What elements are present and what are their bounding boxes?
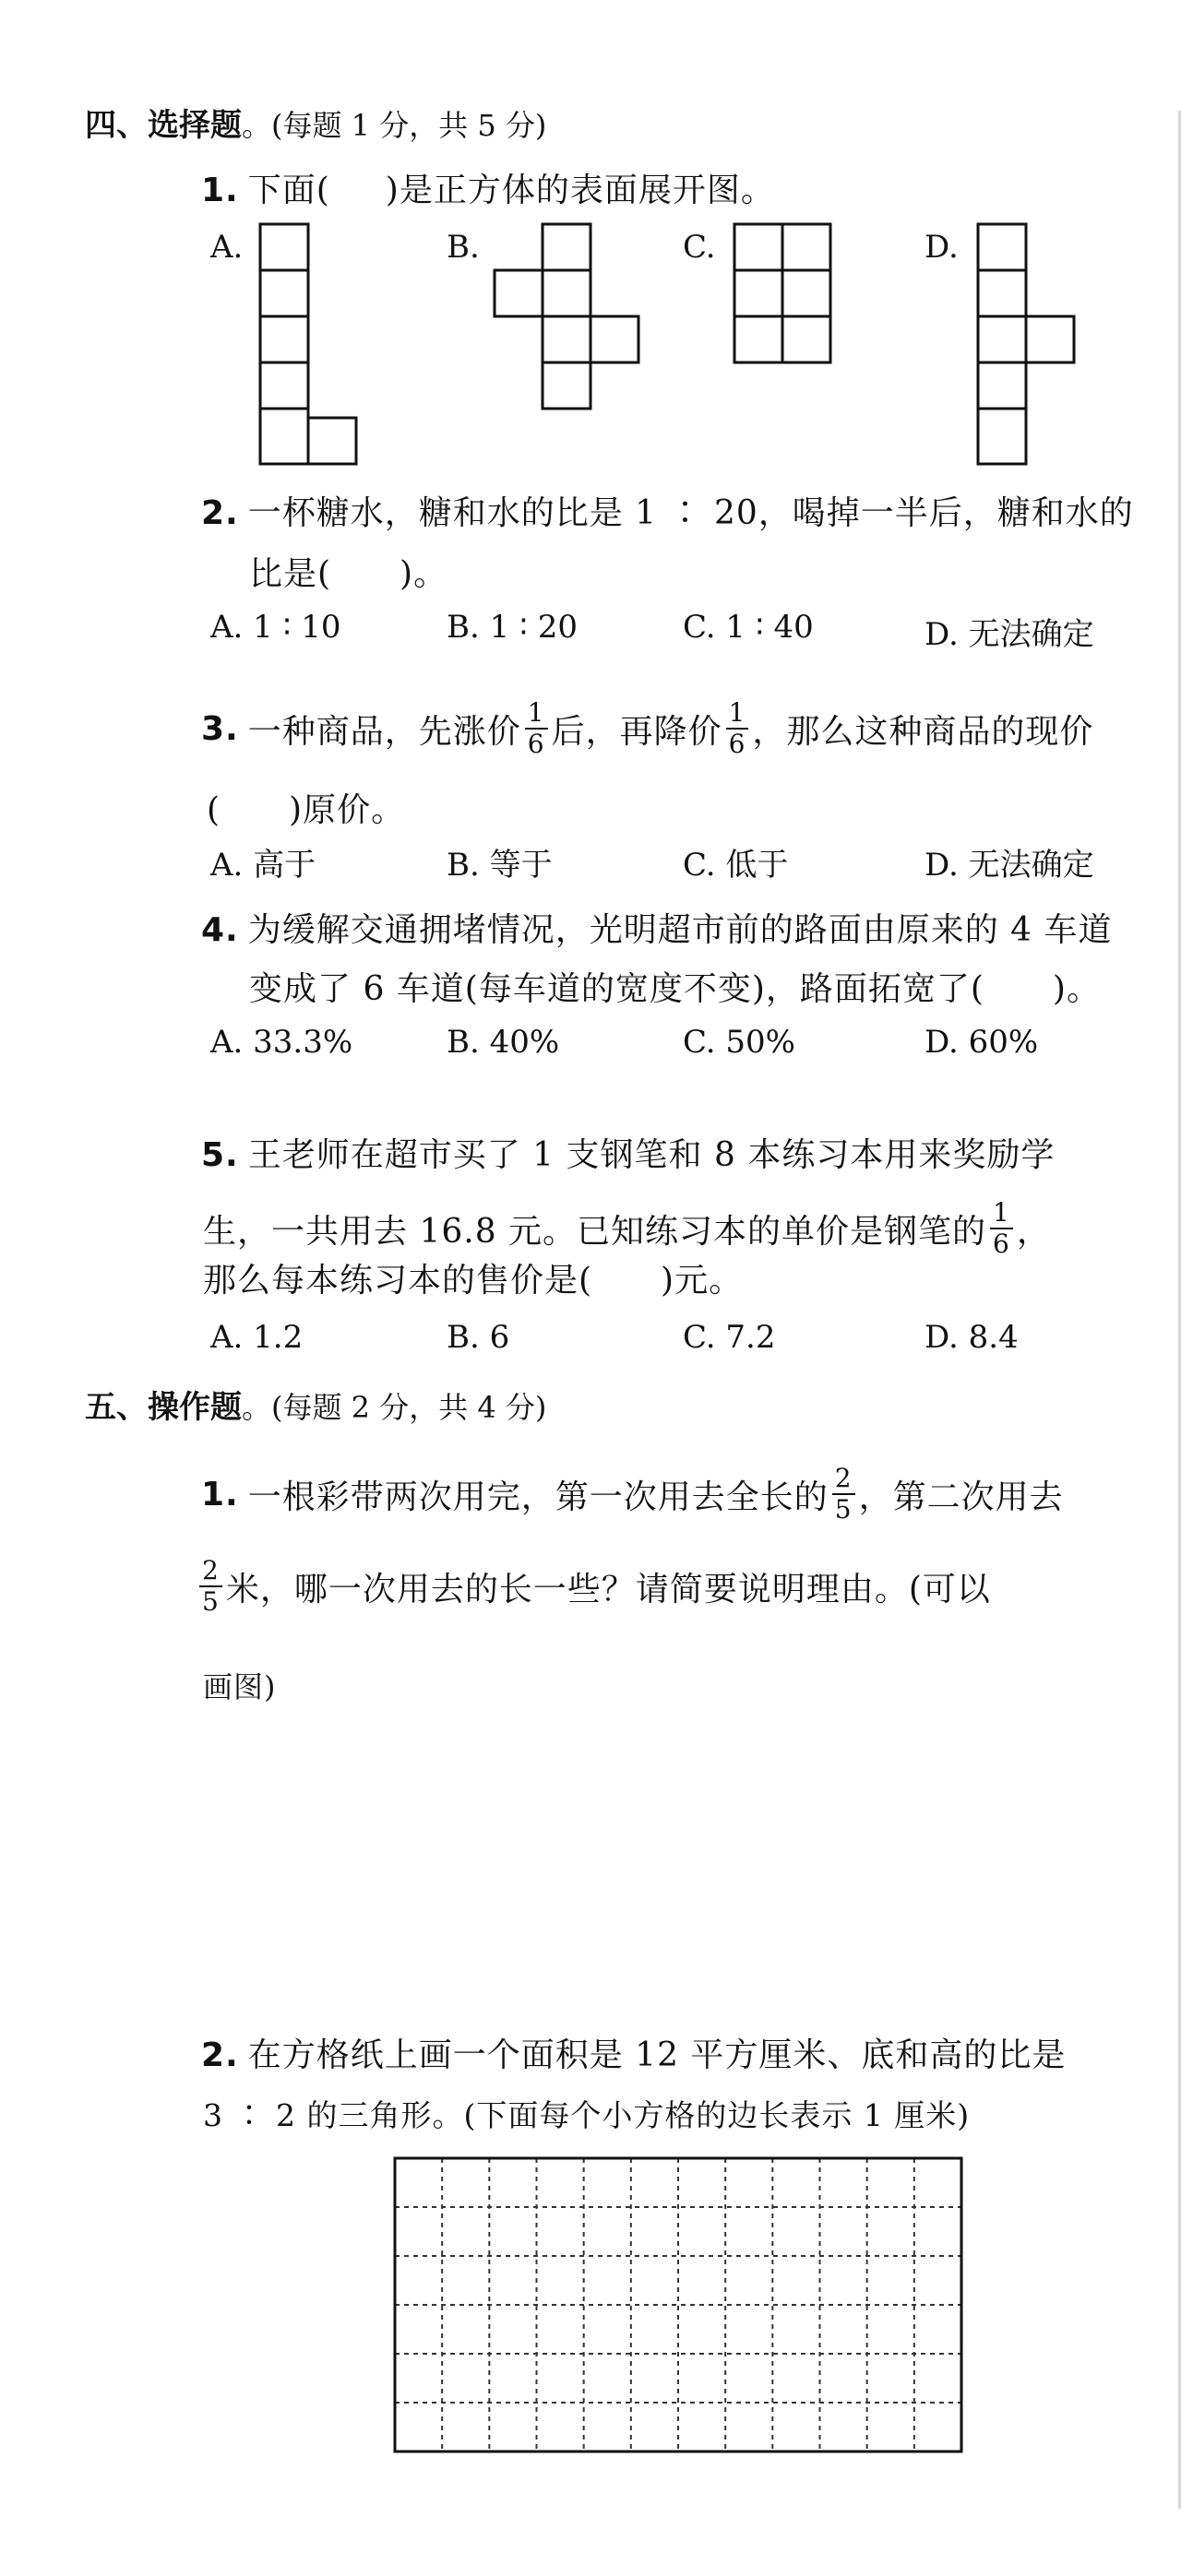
fraction-numerator: 1 [990, 1198, 1013, 1229]
section-5-note: 。(每题 2 分，共 4 分) [242, 1390, 547, 1425]
section-5-heading [85, 1382, 546, 1427]
fraction-denominator: 6 [527, 729, 545, 759]
section-5-title: 五、操作题 [85, 1389, 242, 1426]
q1-option-d-label: D. [925, 229, 959, 266]
question-5-text-2-end: ， [1016, 1212, 1051, 1251]
fraction-numerator: 1 [726, 698, 749, 730]
q4-option-a: A. 33.3% [210, 1024, 353, 1061]
fraction-denominator: 6 [728, 729, 746, 759]
question-2-line-1 [201, 487, 1134, 534]
q2-option-d: D. 无法确定 [925, 616, 1094, 653]
operation-2-line-1 [201, 2029, 1066, 2076]
question-4-line-1 [201, 904, 1113, 951]
fraction-two-fifths-b [199, 1556, 222, 1617]
q5-option-c: C. 7.2 [683, 1319, 776, 1356]
q2-option-a: A. 1 ∶ 10 [210, 609, 341, 646]
operation-1-part-1: 一根彩带两次用完，第一次用去全长的 [247, 1478, 829, 1516]
q4-option-b: B. 40% [447, 1024, 560, 1061]
question-3-line-1 [201, 690, 1093, 767]
q3-option-b: B. 等于 [447, 847, 553, 884]
q3-option-a: A. 高于 [210, 847, 316, 884]
q2-option-b: B. 1 ∶ 20 [447, 609, 578, 646]
operation-1-line-1 [201, 1455, 1064, 1533]
operation-1-part-2: ，第二次用去 [858, 1478, 1064, 1516]
q2-option-c: C. 1 ∶ 40 [683, 609, 814, 646]
q1-option-b-label: B. [447, 229, 480, 266]
question-3-line-2: ( )原价。 [207, 791, 406, 829]
operation-1-line-2 [199, 1548, 991, 1625]
question-3-part-3: ，那么这种商品的现价 [752, 712, 1094, 751]
fraction-two-fifths-a [832, 1464, 855, 1525]
question-2-text-1: 一杯糖水，糖和水的比是 1 ∶ 20，喝掉一半后，糖和水的 [247, 494, 1134, 532]
fraction-denominator: 5 [834, 1494, 853, 1525]
operation-1-part-3: 米，哪一次用去的长一些？请简要说明理由。(可以 [225, 1570, 991, 1609]
operation-1-number: 1. [201, 1475, 239, 1514]
question-5-line-1 [201, 1129, 1055, 1176]
fraction-numerator: 2 [832, 1464, 855, 1495]
question-1-text-before: 下面( [247, 172, 330, 209]
section-4-title: 四、选择题 [85, 107, 242, 144]
operation-1-line-3: 画图) [203, 1669, 277, 1704]
grid-paper[interactable] [388, 2151, 978, 2464]
q5-option-a: A. 1.2 [210, 1319, 304, 1356]
net-b [495, 224, 638, 409]
question-3-part-1: 一种商品，先涨价 [247, 712, 521, 751]
question-2-line-2: 比是( )。 [249, 555, 448, 593]
fraction-one-sixth-c [990, 1198, 1013, 1259]
operation-2-line-2: 3 ∶ 2 的三角形。(下面每个小方格的边长表示 1 厘米) [203, 2097, 971, 2133]
q5-option-d: D. 8.4 [925, 1319, 1019, 1356]
question-5-text-2: 生，一共用去 16.8 元。已知练习本的单价是钢笔的 [203, 1212, 987, 1251]
net-a [260, 224, 356, 464]
operation-1-answer-area[interactable] [203, 1725, 1126, 1891]
q3-option-c: C. 低于 [683, 847, 789, 884]
q1-option-a-label: A. [210, 229, 244, 266]
section-4-note: 。(每题 1 分，共 5 分) [242, 108, 547, 143]
question-3-part-2: 后，再降价 [551, 712, 722, 751]
question-1-number: 1. [201, 172, 239, 209]
question-5-number: 5. [201, 1136, 239, 1174]
fraction-one-sixth-b [726, 698, 749, 759]
operation-2-text-1: 在方格纸上画一个面积是 12 平方厘米、底和高的比是 [247, 2036, 1067, 2074]
fraction-one-sixth-a [525, 698, 548, 759]
net-c [734, 224, 830, 362]
question-3-number: 3. [201, 709, 239, 748]
fraction-numerator: 2 [199, 1556, 222, 1587]
operation-2-number: 2. [201, 2036, 239, 2074]
question-2-number: 2. [201, 494, 239, 532]
cube-nets-figure [0, 0, 1181, 480]
question-5-text-1: 王老师在超市买了 1 支钢笔和 8 本练习本用来奖励学 [247, 1136, 1056, 1174]
q3-option-d: D. 无法确定 [925, 847, 1094, 884]
q4-option-d: D. 60% [925, 1024, 1039, 1061]
net-d [978, 224, 1074, 464]
question-4-line-2: 变成了 6 车道(每车道的宽度不变)，路面拓宽了( )。 [249, 970, 1101, 1008]
q5-option-b: B. 6 [447, 1319, 510, 1356]
question-4-text-1: 为缓解交通拥堵情况，光明超市前的路面由原来的 4 车道 [247, 911, 1113, 949]
question-4-number: 4. [201, 911, 239, 949]
fraction-denominator: 5 [202, 1586, 220, 1617]
fraction-numerator: 1 [525, 698, 548, 730]
q4-option-c: C. 50% [683, 1024, 795, 1061]
question-1-text-after: )是正方体的表面展开图。 [385, 172, 775, 209]
fraction-denominator: 6 [993, 1229, 1010, 1259]
question-5-line-3: 那么每本练习本的售价是( )元。 [203, 1262, 744, 1300]
q1-option-c-label: C. [683, 229, 716, 266]
